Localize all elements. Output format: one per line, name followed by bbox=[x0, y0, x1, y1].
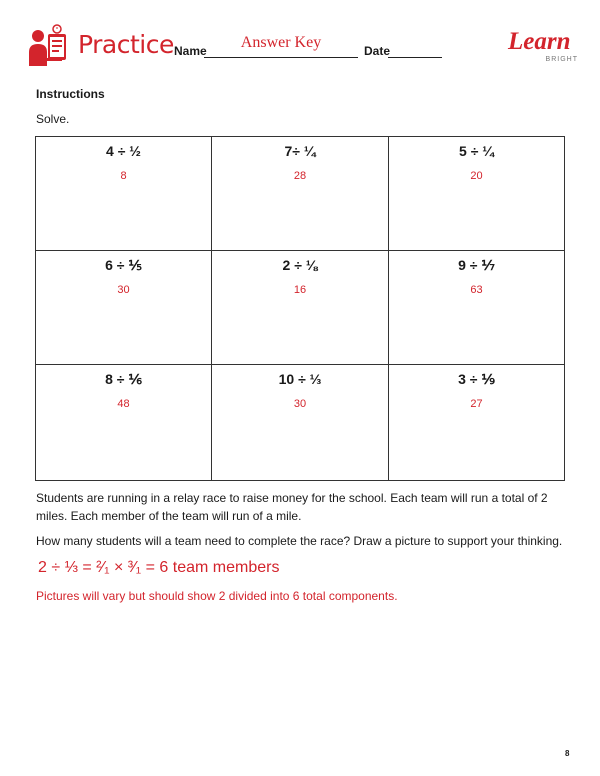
problem-cell bbox=[212, 137, 389, 251]
problem-expression: 6 ÷ ⅕ bbox=[105, 257, 142, 273]
word-problem-text: Students are running in a relay race to raise money for the school. Each team will run a total of 2 miles. Each member of the team will run of a mile. bbox=[36, 491, 548, 523]
date-label: Date bbox=[364, 44, 391, 58]
problem-grid bbox=[35, 136, 565, 481]
problem-answer: 30 bbox=[117, 284, 130, 296]
problem-answer: 63 bbox=[470, 284, 483, 296]
problem-answer: 48 bbox=[117, 398, 130, 410]
problem-answer: 27 bbox=[470, 398, 483, 410]
answer-equation: 2 ÷ ⅓ = ²⁄₁ × ³⁄₁ = 6 team members bbox=[38, 559, 280, 576]
practice-title: Practice bbox=[78, 30, 174, 59]
problem-cell bbox=[36, 251, 212, 365]
problem-answer: 28 bbox=[293, 170, 307, 182]
problem-cell bbox=[212, 251, 389, 365]
problem-cell bbox=[389, 365, 564, 480]
instructions-heading: Instructions bbox=[36, 87, 105, 101]
problem-answer: 30 bbox=[293, 398, 307, 410]
problem-cell bbox=[389, 251, 564, 365]
student-practice-icon bbox=[28, 24, 72, 68]
learn-bright-logo bbox=[504, 26, 584, 66]
problem-cell bbox=[389, 137, 564, 251]
problem-answer: 16 bbox=[293, 284, 307, 296]
name-field-line bbox=[204, 57, 358, 58]
problem-cell bbox=[36, 137, 212, 251]
problem-answer: 20 bbox=[470, 170, 483, 182]
word-problem-question: How many students will a team need to complete the race? Draw a picture to support your thinking. bbox=[36, 534, 563, 548]
problem-expression: 8 ÷ ⅙ bbox=[105, 371, 142, 387]
problem-expression: 2 ÷ ⅛ bbox=[282, 257, 318, 273]
page-number: 8 bbox=[565, 749, 570, 758]
instructions-text: Solve. bbox=[36, 112, 70, 126]
logo-subtext: BRIGHT bbox=[545, 56, 578, 63]
worksheet-header bbox=[0, 0, 600, 80]
problem-expression: 10 ÷ ⅓ bbox=[278, 371, 322, 387]
problem-expression: 4 ÷ ½ bbox=[106, 143, 141, 159]
problem-expression: 9 ÷ ⅐ bbox=[458, 257, 495, 273]
name-label: Name bbox=[174, 44, 207, 58]
date-field-line bbox=[388, 57, 442, 58]
problem-cell bbox=[212, 365, 389, 480]
answer-note: Pictures will vary but should show 2 divided into 6 total components. bbox=[36, 589, 398, 603]
problem-answer: 8 bbox=[120, 170, 127, 182]
problem-expression: 5 ÷ ¼ bbox=[459, 143, 494, 159]
problem-expression: 7÷ ¼ bbox=[284, 143, 316, 159]
answer-key-label: Answer Key bbox=[240, 34, 322, 51]
logo-text: Learn bbox=[508, 28, 571, 55]
problem-cell bbox=[36, 365, 212, 480]
problem-expression: 3 ÷ ⅑ bbox=[458, 371, 495, 387]
